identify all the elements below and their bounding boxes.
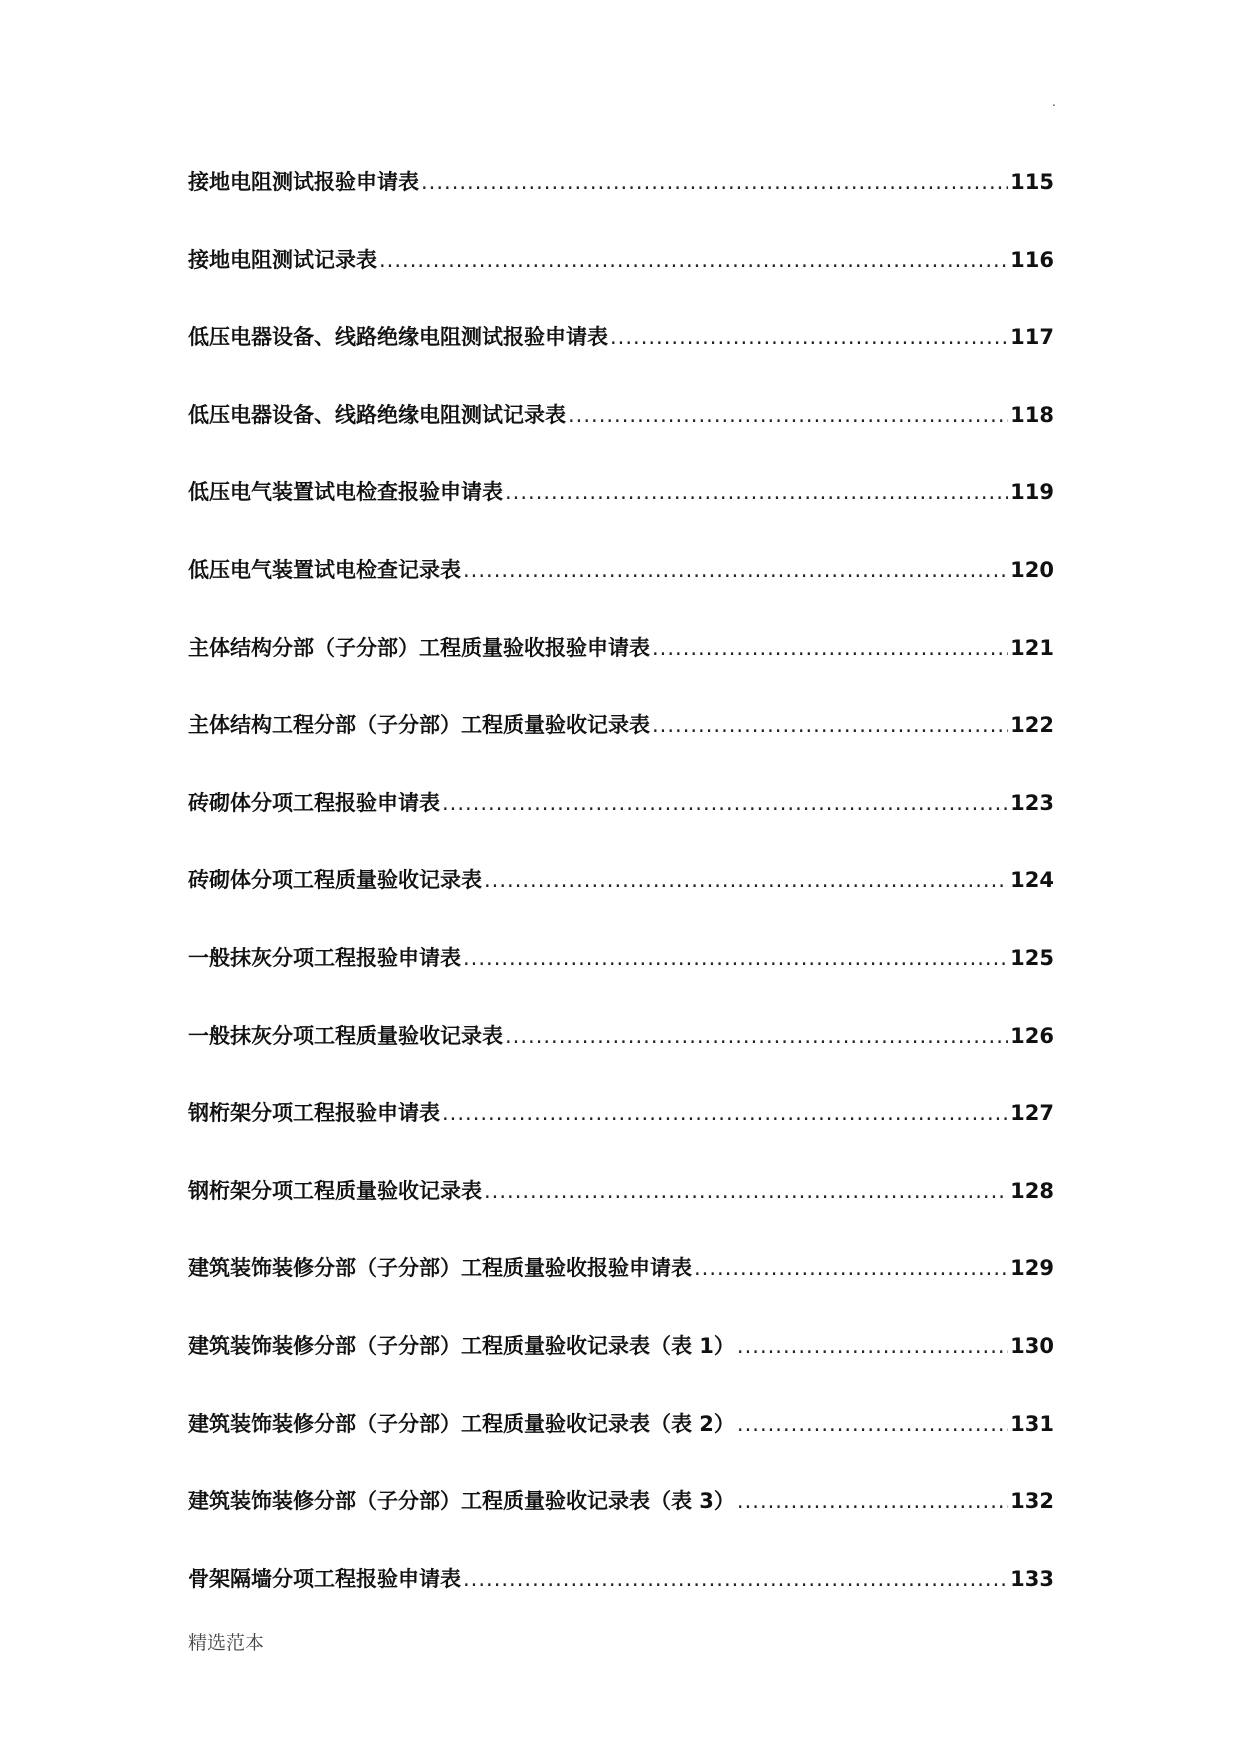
toc-dot-leader [737, 1412, 1008, 1436]
footer-text: 精选范本 [188, 1632, 265, 1654]
toc-page-number: 131 [1010, 1411, 1054, 1436]
toc-page-number: 133 [1010, 1566, 1054, 1591]
toc-page-number: 124 [1010, 868, 1054, 893]
toc-entry[interactable] [188, 1485, 1054, 1563]
toc-entry-title: 钢桁架分项工程报验申请表 [188, 1101, 440, 1126]
toc-page-number: 130 [1010, 1333, 1054, 1358]
toc-dot-leader [505, 1024, 1008, 1048]
toc-entry-title: 建筑装饰装修分部（子分部）工程质量验收记录表（表 2） [188, 1411, 735, 1436]
toc-entry[interactable] [188, 1563, 1054, 1641]
toc-dot-leader [737, 1334, 1008, 1358]
toc-entry-title: 钢桁架分项工程质量验收记录表 [188, 1178, 482, 1203]
toc-entry-title: 建筑装饰装修分部（子分部）工程质量验收记录表（表 1） [188, 1333, 735, 1358]
toc-entry-title: 砖砌体分项工程质量验收记录表 [188, 868, 482, 893]
toc-page-number: 119 [1010, 480, 1054, 505]
toc-entry[interactable] [188, 942, 1054, 1020]
corner-mark: . [1052, 95, 1056, 109]
toc-entry-title: 建筑装饰装修分部（子分部）工程质量验收记录表（表 3） [188, 1489, 735, 1514]
toc-dot-leader [379, 248, 1008, 272]
toc-dot-leader [421, 170, 1008, 194]
toc-entry-title: 低压电气装置试电检查报验申请表 [188, 480, 503, 505]
toc-entry-title: 建筑装饰装修分部（子分部）工程质量验收报验申请表 [188, 1256, 692, 1281]
table-of-contents [188, 166, 1054, 1640]
toc-entry[interactable] [188, 632, 1054, 710]
toc-dot-leader [610, 325, 1008, 349]
toc-dot-leader [484, 1179, 1008, 1203]
toc-page-number: 125 [1010, 945, 1054, 970]
toc-dot-leader [484, 868, 1008, 892]
toc-dot-leader [652, 636, 1008, 660]
toc-dot-leader [463, 946, 1008, 970]
toc-entry[interactable] [188, 1252, 1054, 1330]
toc-entry-title: 低压电器设备、线路绝缘电阻测试记录表 [188, 402, 566, 427]
toc-page-number: 132 [1010, 1489, 1054, 1514]
toc-entry-title: 一般抹灰分项工程质量验收记录表 [188, 1023, 503, 1048]
toc-dot-leader [694, 1256, 1008, 1280]
toc-page-number: 118 [1010, 402, 1054, 427]
toc-entry[interactable] [188, 787, 1054, 865]
toc-entry-title: 低压电器设备、线路绝缘电阻测试报验申请表 [188, 325, 608, 350]
toc-page-number: 126 [1010, 1023, 1054, 1048]
toc-entry-title: 接地电阻测试记录表 [188, 247, 377, 272]
toc-entry[interactable] [188, 244, 1054, 322]
toc-page-number: 129 [1010, 1256, 1054, 1281]
toc-entry[interactable] [188, 166, 1054, 244]
toc-dot-leader [442, 791, 1008, 815]
toc-entry[interactable] [188, 1408, 1054, 1486]
toc-page-number: 120 [1010, 557, 1054, 582]
toc-entry-title: 主体结构分部（子分部）工程质量验收报验申请表 [188, 635, 650, 660]
toc-page-number: 122 [1010, 713, 1054, 738]
toc-entry[interactable] [188, 399, 1054, 477]
toc-dot-leader [652, 713, 1008, 737]
toc-entry-title: 主体结构工程分部（子分部）工程质量验收记录表 [188, 713, 650, 738]
toc-entry-title: 砖砌体分项工程报验申请表 [188, 790, 440, 815]
toc-entry[interactable] [188, 709, 1054, 787]
toc-entry[interactable] [188, 1330, 1054, 1408]
toc-entry-title: 一般抹灰分项工程报验申请表 [188, 945, 461, 970]
toc-page-number: 116 [1010, 247, 1054, 272]
toc-dot-leader [463, 558, 1008, 582]
toc-entry[interactable] [188, 1020, 1054, 1098]
toc-page-number: 121 [1010, 635, 1054, 660]
toc-entry[interactable] [188, 864, 1054, 942]
toc-entry-title: 骨架隔墙分项工程报验申请表 [188, 1566, 461, 1591]
toc-entry[interactable] [188, 321, 1054, 399]
toc-dot-leader [737, 1489, 1008, 1513]
toc-entry-title: 低压电气装置试电检查记录表 [188, 557, 461, 582]
toc-dot-leader [463, 1567, 1008, 1591]
toc-page-number: 117 [1010, 325, 1054, 350]
toc-dot-leader [442, 1101, 1008, 1125]
toc-page-number: 123 [1010, 790, 1054, 815]
toc-page-number: 127 [1010, 1101, 1054, 1126]
toc-page-number: 128 [1010, 1178, 1054, 1203]
toc-entry[interactable] [188, 476, 1054, 554]
toc-dot-leader [568, 403, 1008, 427]
toc-dot-leader [505, 480, 1008, 504]
toc-entry[interactable] [188, 1175, 1054, 1253]
toc-entry[interactable] [188, 1097, 1054, 1175]
toc-entry[interactable] [188, 554, 1054, 632]
toc-page-number: 115 [1010, 170, 1054, 194]
toc-entry-title: 接地电阻测试报验申请表 [188, 170, 419, 194]
